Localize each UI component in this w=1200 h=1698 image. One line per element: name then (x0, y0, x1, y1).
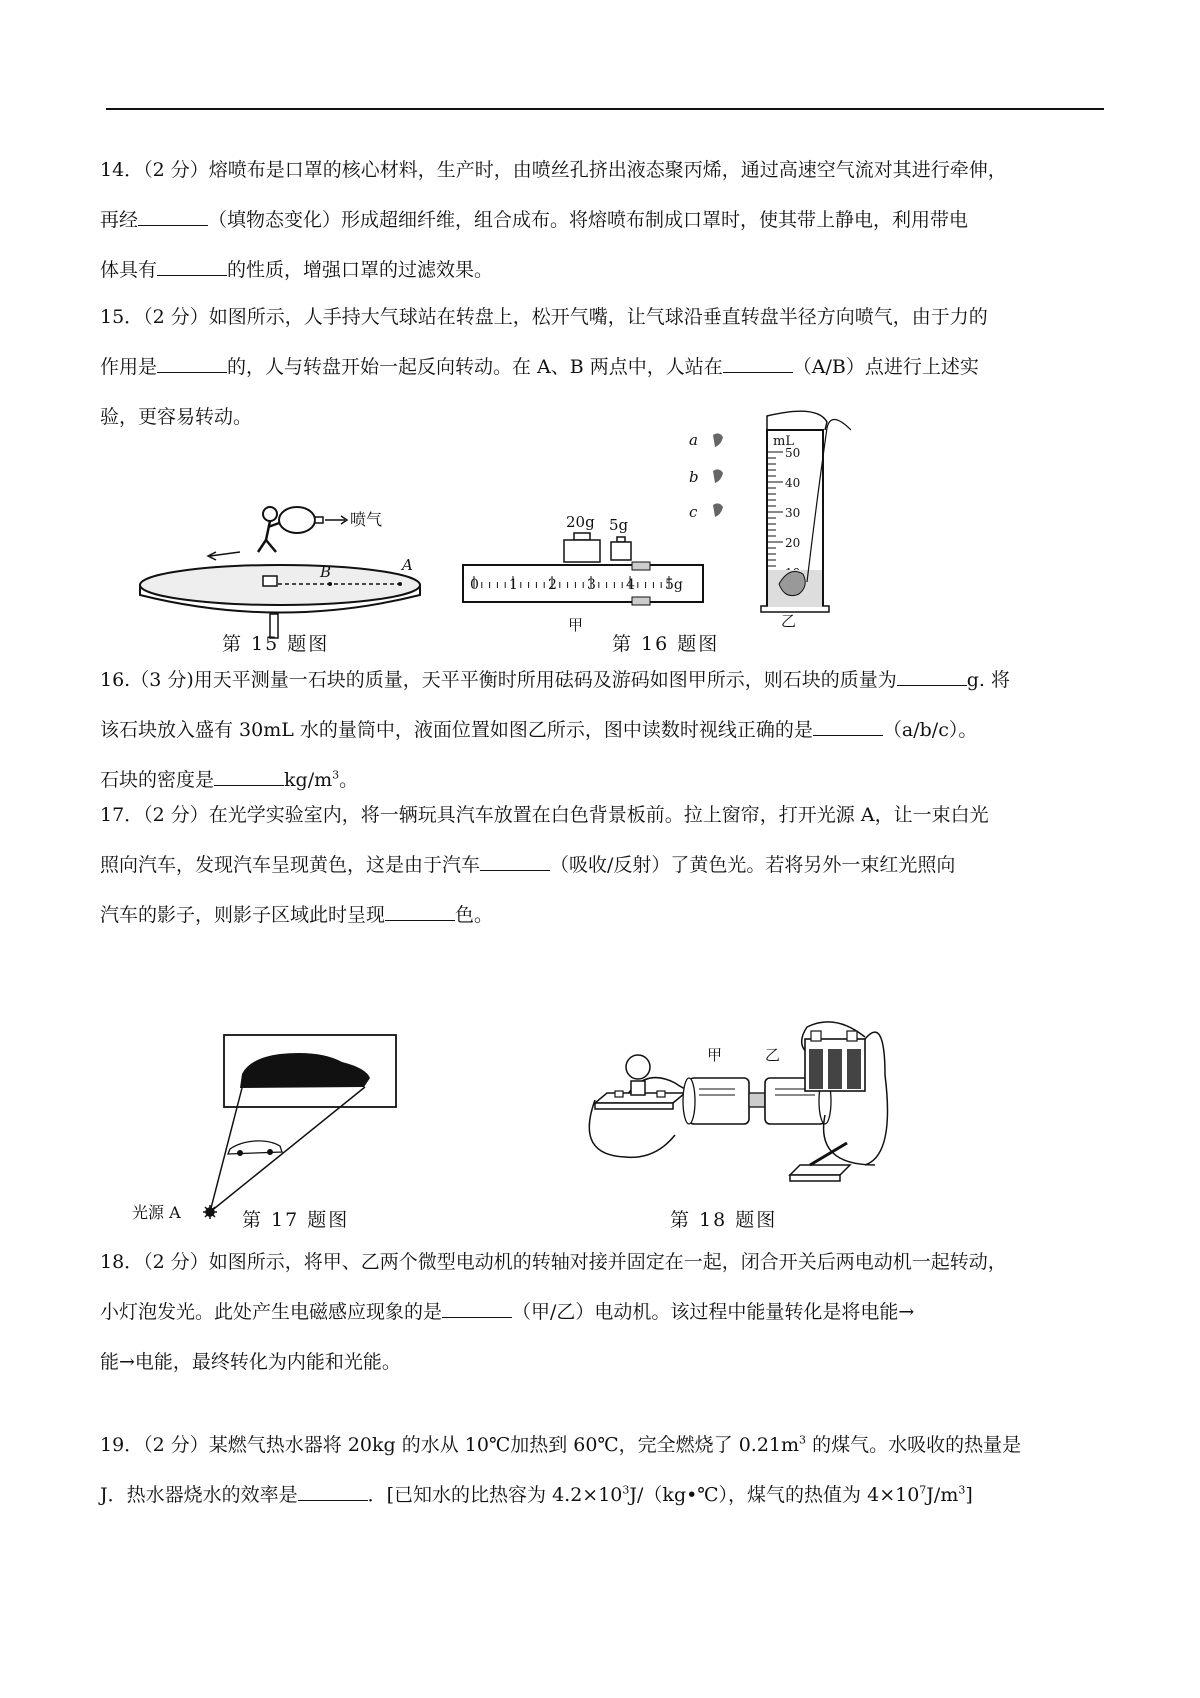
motor-jia-label: 甲 (707, 1046, 723, 1064)
q16-text: 16.（3 分)用天平测量一石块的质量，天平平衡时所用砝码及游码如图甲所示，则石块的质量为 (100, 669, 897, 691)
weight-20g (564, 540, 600, 562)
point-a-label: A (402, 556, 413, 574)
q19-text: ．[已知水的比热容为 4.2×10 (367, 1484, 623, 1506)
weight-20g-label: 20g (566, 513, 595, 531)
cylinder-tick-label: 30 (785, 506, 801, 520)
view-a-label: a (689, 431, 698, 449)
q16-text: 石块的密度是 (100, 769, 215, 791)
q17-text: 汽车的影子，则影子区域此时呈现 (100, 904, 386, 926)
q19-text: J/（kg•℃），煤气的热值为 4×10 (629, 1484, 920, 1506)
q19-text: 的煤气。水吸收的热量是 (806, 1434, 1022, 1456)
q17-text: 照向汽车，发现汽车呈现黄色，这是由于汽车 (100, 854, 481, 876)
point-b-label: B (320, 563, 332, 581)
question-18 (100, 1237, 1105, 1387)
q18-text: （甲/乙）电动机。该过程中能量转化是将电能→ (512, 1301, 915, 1323)
sub-label-jia: 甲 (568, 616, 584, 634)
answer-blank[interactable] (138, 203, 208, 226)
question-15 (100, 292, 1105, 442)
q15-line1: 15．（2 分）如图所示，人手持大气球站在转盘上，松开气嘴，让气球沿垂直转盘半径方向喷气，由于力的 (100, 306, 988, 328)
light-source-label: 光源 A (132, 1203, 181, 1222)
answer-blank[interactable] (442, 1295, 512, 1318)
answer-blank[interactable] (385, 898, 455, 921)
q14-line1: 14．（2 分）熔喷布是口罩的核心材料，生产时，由喷丝孔挤出液态聚丙烯，通过高速空气流对其进行牵伸， (100, 159, 1007, 181)
scale-tick-label: 1 (509, 577, 518, 593)
answer-blank[interactable] (897, 663, 967, 686)
scale-tick-label: 4 (626, 577, 635, 593)
answer-blank[interactable] (157, 253, 227, 276)
q15-text: 的，人与转盘开始一起反向转动。在 A、B 两点中，人站在 (227, 356, 723, 378)
question-14 (100, 145, 1105, 295)
q19-sup: 3 (622, 1483, 630, 1497)
weight-5g (611, 542, 631, 560)
center-post (263, 576, 277, 586)
figure-16-cylinder (757, 408, 867, 628)
q14-text: 的性质，增强口罩的过滤效果。 (227, 259, 494, 281)
coupling (749, 1093, 765, 1107)
question-16 (100, 655, 1105, 805)
q17-text: 色。 (455, 904, 494, 926)
figure-18 (585, 1015, 970, 1190)
cylinder-tick-label: 40 (785, 476, 801, 490)
light-source-icon (203, 1205, 217, 1219)
view-c-label: c (689, 503, 698, 521)
weight-5g-label: 5g (609, 516, 629, 534)
motor-yi-label: 乙 (765, 1046, 781, 1064)
answer-blank[interactable] (157, 350, 227, 373)
q15-text: 验，更容易转动。 (100, 406, 253, 428)
toy-car (228, 1141, 282, 1154)
q15-text: 作用是 (100, 356, 158, 378)
switch-base[interactable] (790, 1165, 850, 1175)
header-rule (106, 108, 1104, 110)
q16-text: 。 (339, 769, 359, 791)
figure-16-caption: 第 16 题图 (612, 633, 720, 655)
answer-blank[interactable] (480, 848, 550, 871)
q16-text: 该石块放入盛有 30mL 水的量筒中，液面位置如图乙所示，图中读数时视线正确的是 (100, 719, 813, 741)
question-17 (100, 790, 1105, 940)
cylinder-unit: mL (773, 434, 794, 449)
q14-text: （填物态变化）形成超细纤维，组合成布。将熔喷布制成口罩时，使其带上静电，利用带电 (208, 209, 969, 231)
answer-blank[interactable] (214, 763, 284, 786)
view-b-label: b (689, 468, 699, 486)
q19-text: ] (965, 1484, 973, 1506)
q19-text: J．热水器烧水的效率是 (100, 1484, 298, 1506)
q18-text: 能→电能，最终转化为内能和光能。 (100, 1351, 401, 1373)
q19-sup: 7 (919, 1483, 927, 1497)
eye-b-icon (713, 469, 723, 483)
rider (632, 562, 650, 570)
battery-pack (805, 1031, 865, 1091)
figure-15-caption: 第 15 题图 (222, 633, 330, 655)
q16-text: （a/b/c）。 (882, 719, 978, 741)
question-19 (100, 1420, 1105, 1520)
scale-tick-label: 5g (665, 577, 683, 593)
q14-text: 再经 (100, 209, 139, 231)
q14-text: 体具有 (100, 259, 158, 281)
cylinder-tick-label: 20 (785, 536, 801, 550)
scale-tick-label: 3 (587, 577, 596, 593)
answer-blank[interactable] (298, 1478, 368, 1501)
eye-a-icon (713, 433, 723, 447)
figure-16-views (685, 425, 745, 525)
q17-text: （吸收/反射）了黄色光。若将另外一束红光照向 (550, 854, 956, 876)
q17-line1: 17．（2 分）在光学实验室内，将一辆玩具汽车放置在白色背景板前。拉上窗帘，打开光源 A，让一束白光 (100, 804, 989, 826)
q19-sup: 3 (958, 1483, 966, 1497)
person-figure (258, 507, 282, 552)
q19-text: J/m (926, 1484, 959, 1506)
scale-tick-label: 2 (548, 577, 557, 593)
figure-17-caption: 第 17 题图 (242, 1209, 350, 1231)
answer-blank[interactable] (813, 713, 883, 736)
bulb-icon (626, 1055, 650, 1079)
q16-text: kg/m (284, 769, 333, 791)
q16-sup: 3 (332, 768, 340, 782)
figure-16-balance (460, 505, 710, 634)
q19-sup: 3 (799, 1433, 807, 1447)
turntable (140, 565, 420, 605)
figure-18-caption: 第 18 题图 (670, 1209, 778, 1231)
spray-label: 喷气 (350, 510, 383, 529)
scale-tick-label: 0 (470, 577, 479, 593)
q19-text: 19．（2 分）某燃气热水器将 20kg 的水从 10℃加热到 60℃，完全燃烧了 0.21m (100, 1434, 800, 1456)
eye-c-icon (713, 503, 723, 517)
q18-text: 小灯泡发光。此处产生电磁感应现象的是 (100, 1301, 443, 1323)
cylinder-tick-label: 50 (785, 446, 801, 460)
q15-text: （A/B）点进行上述实 (792, 356, 979, 378)
sub-label-yi: 乙 (781, 612, 797, 630)
q16-text: g. 将 (966, 669, 1011, 691)
balloon (279, 507, 315, 533)
q18-line1: 18．（2 分）如图所示，将甲、乙两个微型电动机的转轴对接并固定在一起，闭合开关后两电动机一起转动， (100, 1251, 1007, 1273)
answer-blank[interactable] (723, 350, 793, 373)
motor-jia (689, 1078, 749, 1124)
